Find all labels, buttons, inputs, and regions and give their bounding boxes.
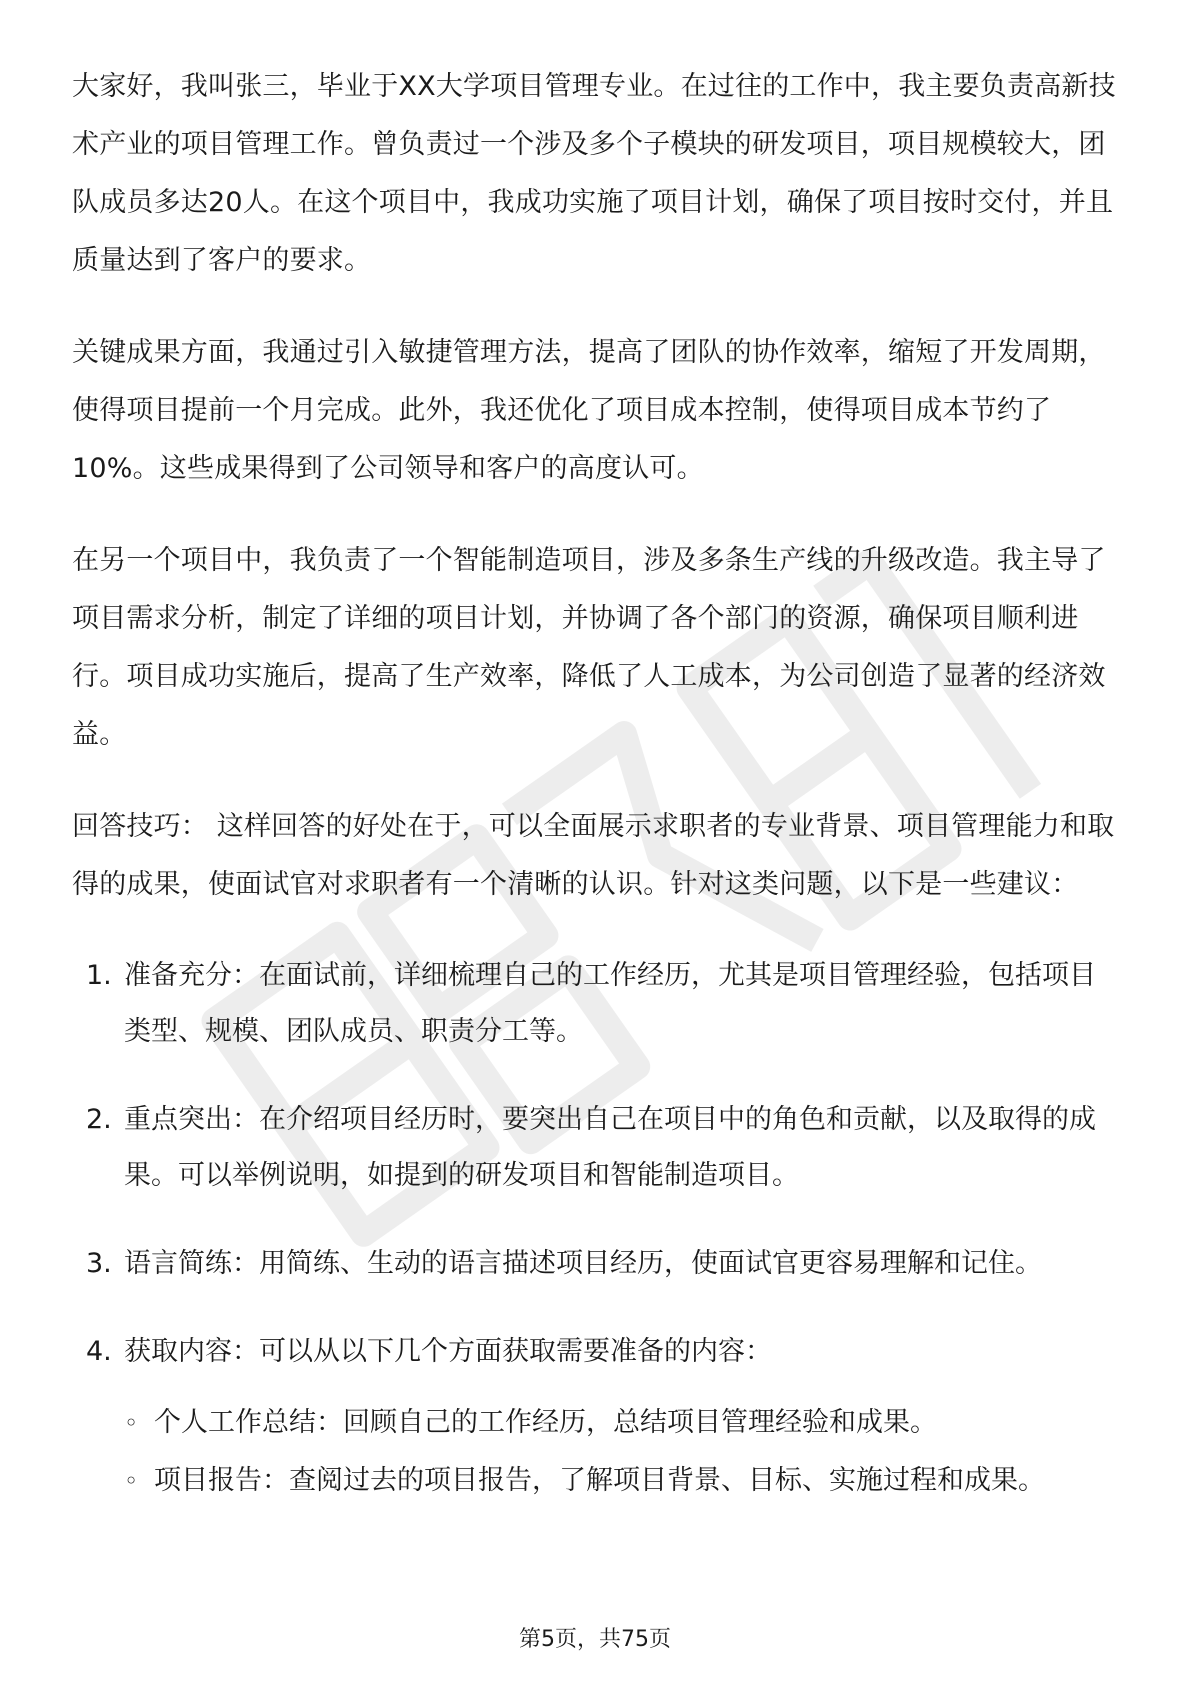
sublist-item-text: 个人工作总结：回顾自己的工作经历，总结项目管理经验和成果。 — [154, 1407, 937, 1438]
list-item — [72, 1092, 1122, 1204]
list-item — [72, 948, 1122, 1060]
list-item — [72, 1324, 1122, 1508]
document-body — [72, 58, 1122, 1540]
list-item-text: 准备充分：在面试前，详细梳理自己的工作经历，尤其是项目管理经验，包括项目类型、规模、团队成员、职责分工等。 — [124, 960, 1096, 1047]
sublist-item-text: 项目报告：查阅过去的项目报告，了解项目背景、目标、实施过程和成果。 — [154, 1465, 1045, 1496]
achievements-paragraph: 关键成果方面，我通过引入敏捷管理方法，提高了团队的协作效率，缩短了开发周期，使得项目提前一个月完成。此外，我还优化了项目成本控制，使得项目成本节约了10%。这些成果得到了公司领导和客户的高度认可。 — [72, 337, 1106, 484]
list-item-text: 语言简练：用简练、生动的语言描述项目经历，使面试官更容易理解和记住。 — [124, 1248, 1042, 1279]
answer-tips-paragraph: 回答技巧： 这样回答的好处在于，可以全面展示求职者的专业背景、项目管理能力和取得的成果，使面试官对求职者有一个清晰的认识。针对这类问题，以下是一些建议： — [72, 811, 1115, 900]
list-item-text: 获取内容：可以从以下几个方面获取需要准备的内容： — [124, 1336, 772, 1367]
list-number: 1. — [86, 960, 112, 991]
sublist-item — [124, 1396, 1122, 1450]
sublist-item — [124, 1454, 1122, 1508]
list-item-text: 重点突出：在介绍项目经历时，要突出自己在项目中的角色和贡献，以及取得的成果。可以举例说明，如提到的研发项目和智能制造项目。 — [124, 1104, 1096, 1191]
bullet-icon: ◦ — [124, 1467, 139, 1495]
list-number: 4. — [86, 1336, 112, 1367]
sources-sublist — [124, 1396, 1122, 1508]
intro-paragraph: 大家好，我叫张三，毕业于XX大学项目管理专业。在过往的工作中，我主要负责高新技术产业的项目管理工作。曾负责过一个涉及多个子模块的研发项目，项目规模较大，团队成员多达20人。在这个项目中，我成功实施了项目计划，确保了项目按时交付，并且质量达到了客户的要求。 — [72, 71, 1116, 276]
page-number: 第5页，共75页 — [519, 1627, 671, 1652]
list-number: 2. — [86, 1104, 112, 1135]
bullet-icon: ◦ — [124, 1409, 139, 1437]
list-number: 3. — [86, 1248, 112, 1279]
second-project-paragraph: 在另一个项目中，我负责了一个智能制造项目，涉及多条生产线的升级改造。我主导了项目需求分析，制定了详细的项目计划，并协调了各个部门的资源，确保项目顺利进行。项目成功实施后，提高了生产效率，降低了人工成本，为公司创造了显著的经济效益。 — [72, 545, 1106, 750]
list-item — [72, 1236, 1122, 1292]
tips-list — [72, 948, 1122, 1508]
